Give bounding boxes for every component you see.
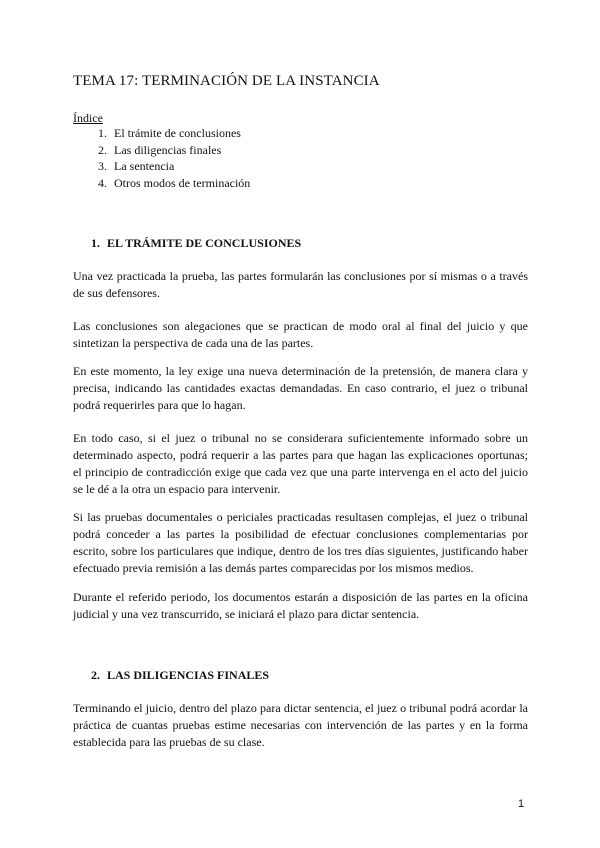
index-list (73, 125, 250, 191)
index-item-number: 1. (98, 126, 107, 140)
index-item-text: Otros modos de terminación (114, 175, 251, 190)
paragraph: Las conclusiones son alegaciones que se practican de modo oral al final del juicio y que sintetizan la perspectiva de cada una de las partes. (73, 319, 528, 350)
paragraph: En este momento, la ley exige una nueva determinación de la pretensión, de manera clara y precisa, indicando las cantidades exactas demandadas. En caso contrario, el juez o tribunal podrá requerirles para que lo hagan. (73, 364, 528, 412)
paragraph: Terminando el juicio, dentro del plazo para dictar sentencia, el juez o tribunal podrá acordar la práctica de cuantas pruebas estime necesarias con intervención de las partes y en la forma establecida para las pruebas de su clase. (73, 701, 528, 749)
index-item-number: 2. (98, 142, 107, 157)
index-item-number: 3. (98, 159, 107, 173)
index-item-text: La sentencia (114, 159, 175, 173)
section-title: LAS DILIGENCIAS FINALES (107, 668, 270, 682)
paragraph: Si las pruebas documentales o periciales practicadas resultasen complejas, el juez o tribunal podrá conceder a las partes la posibilidad de efectuar conclusiones complementarias por escrito, sobre los particulares que indique, dentro de los tres días siguientes, justificando haber efectuado previa remisión a las demás partes comparecidas por los mismos medios. (73, 510, 528, 575)
section-heading (91, 668, 269, 683)
index-label: Índice (73, 111, 103, 125)
section-title: EL TRÁMITE DE CONCLUSIONES (107, 236, 302, 250)
section-number: 2. (91, 668, 100, 682)
index-item (73, 142, 250, 159)
index-item-number: 4. (98, 175, 107, 190)
paragraph: Durante el referido periodo, los documentos estarán a disposición de las partes en la oficina judicial y una vez transcurrido, se iniciará el plazo para dictar sentencia. (73, 590, 528, 621)
index-item (73, 175, 250, 192)
index-item (73, 125, 250, 142)
paragraph: En todo caso, si el juez o tribunal no se considerara suficientemente informado sobre un determinado aspecto, podrá requerir a las partes para que hagan las explicaciones oportunas; el principio de contradicción exige que cada vez que una parte intervenga en el acto del juicio se le dé a la otra un espacio para intervenir. (73, 431, 528, 496)
index-item-text: Las diligencias finales (114, 142, 222, 157)
section-number: 1. (91, 236, 100, 250)
index-item-text: El trámite de conclusiones (114, 126, 241, 140)
page-number: 1 (518, 798, 525, 810)
paragraph: Una vez practicada la prueba, las partes formularán las conclusiones por sí mismas o a través de sus defensores. (73, 269, 528, 300)
index-item (73, 158, 250, 175)
section-heading (91, 236, 301, 251)
document-title: TEMA 17: TERMINACIÓN DE LA INSTANCIA (73, 73, 380, 89)
